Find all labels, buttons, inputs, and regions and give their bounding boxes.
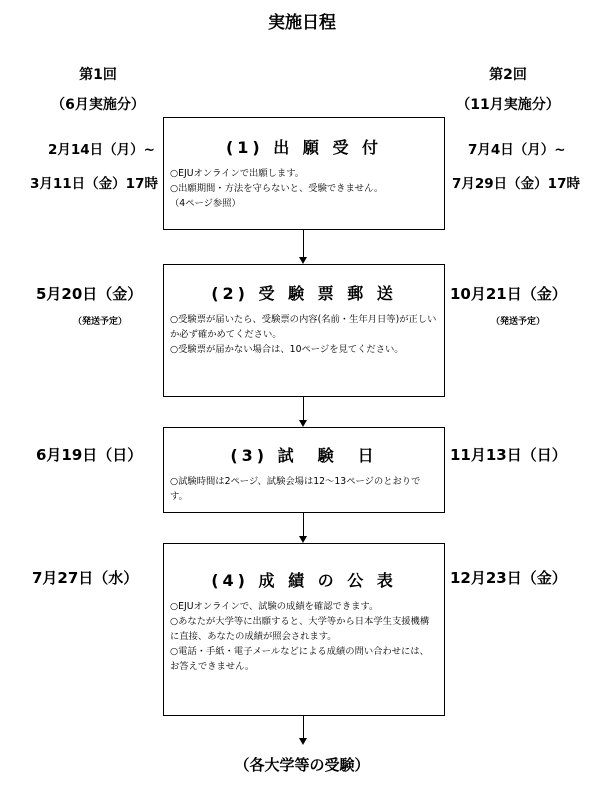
step-items-apply (164, 166, 444, 211)
round1-result-date: 7月27日（水） (32, 569, 139, 587)
step-title-exam: (3) 試 験 日 (230, 446, 378, 465)
step-item: ○EJUオンラインで、試験の成績を確認できます。 (170, 601, 379, 612)
step-title-results: (4) 成 績 の 公 表 (211, 571, 397, 590)
round2-ticket-date: 10月21日（金） (450, 285, 567, 303)
round2-heading: 第2回 (489, 67, 527, 83)
step-box-apply (163, 117, 445, 230)
round2-apply-end: 7月29日（金）17時 (452, 176, 580, 192)
arrow-down-icon (299, 536, 307, 543)
step-item: ○受験票が届いたら、受験票の内容(名前・生年月日等)が正しいか必ず確かめてください。 (170, 314, 437, 340)
round1-exam-date: 6月19日（日） (36, 446, 143, 464)
round1-apply-start: 2月14日（月）~ (48, 142, 155, 158)
arrow-down-icon (299, 738, 307, 745)
round1-apply-end: 3月11日（金）17時 (30, 176, 158, 192)
step-item: ○EJUオンラインで出願します。 (170, 168, 305, 179)
step-box-exam (163, 427, 445, 513)
arrow-down-icon (299, 257, 307, 264)
round2-apply-start: 7月4日（月）~ (468, 142, 566, 158)
connector-line (303, 397, 304, 422)
step-item: ○出願期間・方法を守らないと、受験できません。 (170, 183, 384, 194)
round1-ticket-date: 5月20日（金） (36, 285, 143, 303)
step-item: ○試験時間は2ページ、試験会場は12～13ページのとおりです。 (170, 476, 421, 502)
final-step: （各大学等の受験） (234, 756, 370, 774)
step-item: ○あなたが大学等に出願すると、大学等から日本学生支援機構に直接、あなたの成績が照会されます。 (170, 616, 430, 642)
round2-exam-date: 11月13日（日） (450, 446, 567, 464)
step-items-exam (164, 474, 444, 504)
step-title-apply: (1) 出 願 受 付 (225, 138, 383, 157)
step-item: ○受験票が届かない場合は、10ページを見てください。 (170, 344, 404, 355)
step-box-results (163, 543, 445, 716)
round2-subheading: （11月実施分） (456, 97, 560, 113)
step-items-results (164, 599, 444, 674)
step-box-ticket (163, 264, 445, 397)
round2-result-date: 12月23日（金） (450, 569, 567, 587)
page-title: 実施日程 (268, 13, 336, 33)
connector-line (303, 513, 304, 538)
round1-heading: 第1回 (79, 67, 117, 83)
step-title-ticket: (2) 受 験 票 郵 送 (211, 284, 397, 303)
step-item: （4ページ参照） (170, 198, 241, 209)
step-item: ○電話・手紙・電子メールなどによる成績の問い合わせには、お答えできません。 (170, 646, 429, 672)
connector-line (303, 716, 304, 740)
connector-line (303, 230, 304, 259)
round1-subheading: （6月実施分） (51, 97, 145, 113)
step-items-ticket (164, 312, 444, 357)
round1-ticket-note: （発送予定） (72, 317, 127, 327)
arrow-down-icon (299, 420, 307, 427)
round2-ticket-note: （発送予定） (490, 317, 545, 327)
